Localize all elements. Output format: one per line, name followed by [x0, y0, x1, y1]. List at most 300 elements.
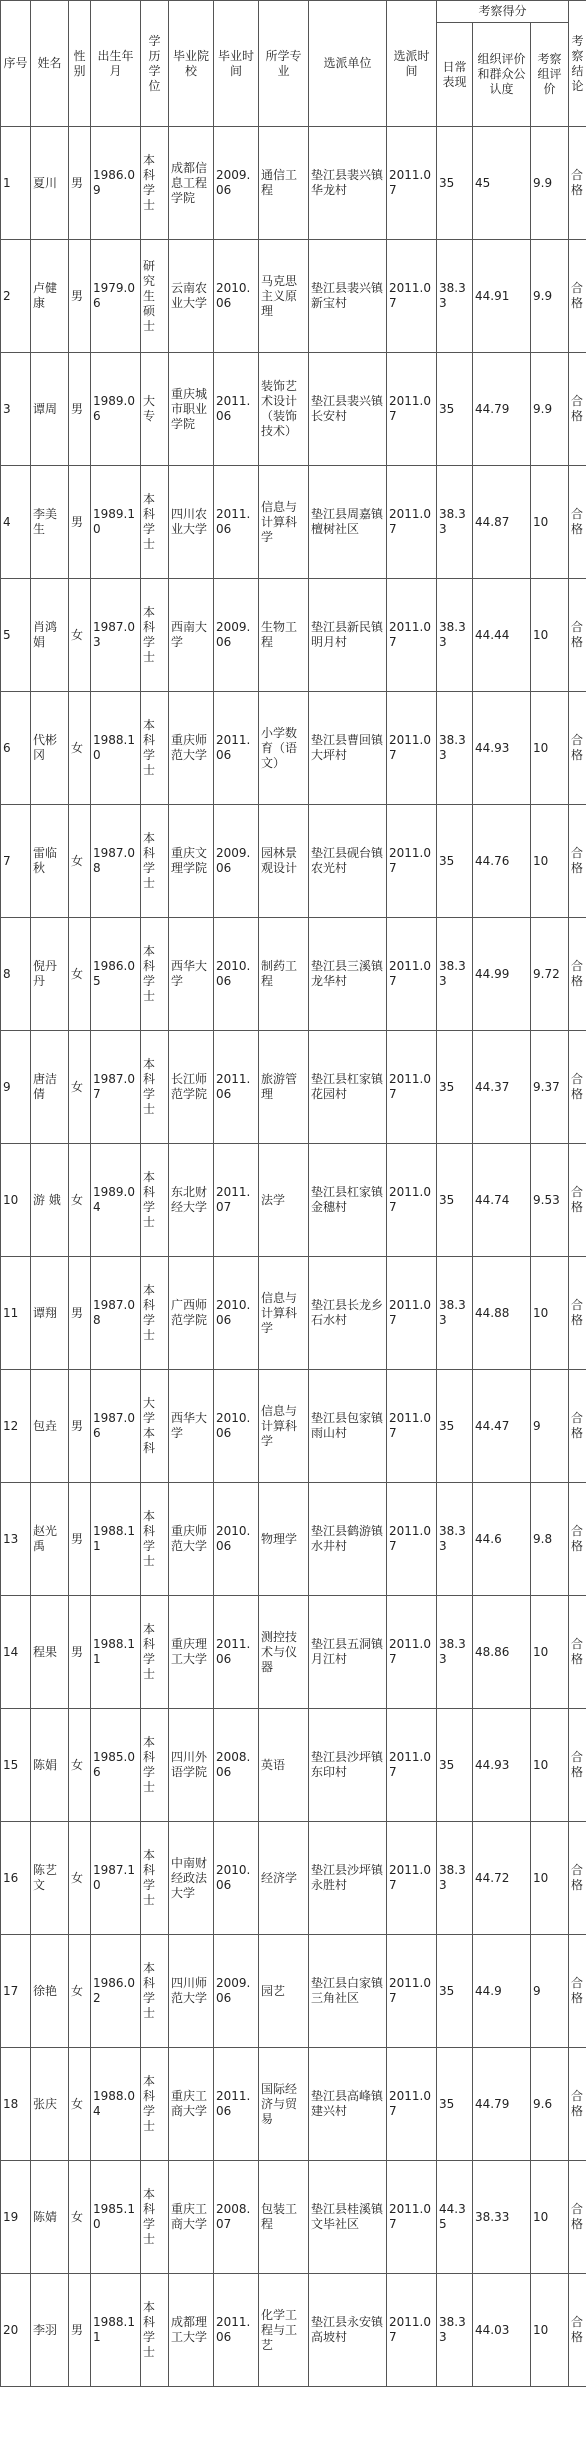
- cell-major: 测控技术与仪器: [259, 1596, 309, 1709]
- cell-major: 包装工程: [259, 2161, 309, 2274]
- cell-org-eval-score: 44.37: [473, 1031, 531, 1144]
- cell-dispatch-time: 2011.07: [387, 1483, 437, 1596]
- cell-daily-score: 38.33: [437, 692, 473, 805]
- cell-school: 云南农业大学: [169, 240, 214, 353]
- cell-gender: 女: [69, 2161, 91, 2274]
- cell-conclusion: 合格: [569, 1144, 586, 1257]
- cell-team-eval-score: 10: [531, 1709, 569, 1822]
- cell-name: 李美生: [31, 466, 69, 579]
- cell-index: 6: [1, 692, 31, 805]
- cell-team-eval-score: 9.9: [531, 240, 569, 353]
- cell-birth: 1986.09: [91, 127, 141, 240]
- cell-major: 园林景观设计: [259, 805, 309, 918]
- cell-index: 14: [1, 1596, 31, 1709]
- table-row: [1, 579, 586, 692]
- cell-conclusion: 合格: [569, 353, 586, 466]
- cell-grad-time: 2011.06: [214, 1596, 259, 1709]
- cell-gender: 男: [69, 1257, 91, 1370]
- header-major: 所学专业: [259, 1, 309, 127]
- cell-daily-score: 38.33: [437, 579, 473, 692]
- table-row: [1, 127, 586, 240]
- cell-name: 游 娥: [31, 1144, 69, 1257]
- table-row: [1, 2048, 586, 2161]
- cell-unit: 垫江县白家镇三角社区: [309, 1935, 387, 2048]
- cell-degree: 本科学士: [141, 466, 169, 579]
- cell-birth: 1989.10: [91, 466, 141, 579]
- cell-grad-time: 2011.06: [214, 2274, 259, 2387]
- cell-school: 西华大学: [169, 918, 214, 1031]
- cell-unit: 垫江县杠家镇花园村: [309, 1031, 387, 1144]
- cell-unit: 垫江县裴兴镇新宝村: [309, 240, 387, 353]
- cell-birth: 1985.06: [91, 1709, 141, 1822]
- cell-school: 四川师范大学: [169, 1935, 214, 2048]
- cell-index: 3: [1, 353, 31, 466]
- cell-unit: 垫江县沙坪镇永胜村: [309, 1822, 387, 1935]
- cell-birth: 1979.06: [91, 240, 141, 353]
- cell-name: 雷临秋: [31, 805, 69, 918]
- cell-degree: 本科学士: [141, 2048, 169, 2161]
- cell-daily-score: 38.33: [437, 466, 473, 579]
- cell-index: 1: [1, 127, 31, 240]
- header-daily: 日常表现: [437, 23, 473, 127]
- cell-major: 旅游管理: [259, 1031, 309, 1144]
- cell-school: 成都信息工程学院: [169, 127, 214, 240]
- cell-unit: 垫江县永安镇高坡村: [309, 2274, 387, 2387]
- cell-index: 18: [1, 2048, 31, 2161]
- cell-index: 13: [1, 1483, 31, 1596]
- table-row: [1, 1596, 586, 1709]
- cell-daily-score: 38.33: [437, 1596, 473, 1709]
- table-row: [1, 1822, 586, 1935]
- header-index: 序号: [1, 1, 31, 127]
- cell-gender: 女: [69, 805, 91, 918]
- cell-unit: 垫江县三溪镇龙华村: [309, 918, 387, 1031]
- cell-dispatch-time: 2011.07: [387, 918, 437, 1031]
- cell-daily-score: 35: [437, 2048, 473, 2161]
- cell-daily-score: 35: [437, 353, 473, 466]
- header-birth: 出生年月: [91, 1, 141, 127]
- cell-degree: 大学本科: [141, 1370, 169, 1483]
- cell-conclusion: 合格: [569, 1709, 586, 1822]
- cell-gender: 女: [69, 692, 91, 805]
- cell-unit: 垫江县砚台镇农光村: [309, 805, 387, 918]
- cell-major: 英语: [259, 1709, 309, 1822]
- cell-dispatch-time: 2011.07: [387, 2161, 437, 2274]
- cell-gender: 男: [69, 1370, 91, 1483]
- cell-birth: 1987.08: [91, 1257, 141, 1370]
- cell-org-eval-score: 44.74: [473, 1144, 531, 1257]
- cell-name: 谭翔: [31, 1257, 69, 1370]
- cell-index: 20: [1, 2274, 31, 2387]
- cell-major: 马克思主义原理: [259, 240, 309, 353]
- cell-name: 谭周: [31, 353, 69, 466]
- cell-school: 重庆师范大学: [169, 1483, 214, 1596]
- cell-team-eval-score: 10: [531, 1596, 569, 1709]
- cell-school: 东北财经大学: [169, 1144, 214, 1257]
- cell-name: 程果: [31, 1596, 69, 1709]
- cell-org-eval-score: 44.47: [473, 1370, 531, 1483]
- cell-team-eval-score: 9.53: [531, 1144, 569, 1257]
- cell-school: 成都理工大学: [169, 2274, 214, 2387]
- cell-degree: 本科学士: [141, 1709, 169, 1822]
- cell-unit: 垫江县裴兴镇长安村: [309, 353, 387, 466]
- cell-index: 9: [1, 1031, 31, 1144]
- cell-birth: 1988.11: [91, 2274, 141, 2387]
- cell-gender: 男: [69, 353, 91, 466]
- table-row: [1, 2274, 586, 2387]
- cell-grad-time: 2009.06: [214, 805, 259, 918]
- cell-dispatch-time: 2011.07: [387, 466, 437, 579]
- cell-gender: 男: [69, 127, 91, 240]
- cell-gender: 女: [69, 1709, 91, 1822]
- cell-school: 西华大学: [169, 1370, 214, 1483]
- cell-dispatch-time: 2011.07: [387, 1031, 437, 1144]
- cell-school: 重庆理工大学: [169, 1596, 214, 1709]
- cell-name: 卢健康: [31, 240, 69, 353]
- cell-school: 重庆文理学院: [169, 805, 214, 918]
- cell-dispatch-time: 2011.07: [387, 579, 437, 692]
- cell-gender: 男: [69, 240, 91, 353]
- cell-degree: 本科学士: [141, 2274, 169, 2387]
- cell-index: 17: [1, 1935, 31, 2048]
- cell-name: 陈娟: [31, 1709, 69, 1822]
- table-row: [1, 240, 586, 353]
- cell-birth: 1987.03: [91, 579, 141, 692]
- cell-index: 2: [1, 240, 31, 353]
- cell-org-eval-score: 44.44: [473, 579, 531, 692]
- cell-unit: 垫江县桂溪镇文毕社区: [309, 2161, 387, 2274]
- cell-conclusion: 合格: [569, 2048, 586, 2161]
- cell-conclusion: 合格: [569, 2274, 586, 2387]
- table-row: [1, 1709, 586, 1822]
- cell-team-eval-score: 10: [531, 1822, 569, 1935]
- cell-org-eval-score: 38.33: [473, 2161, 531, 2274]
- cell-birth: 1988.04: [91, 2048, 141, 2161]
- table-row: [1, 1031, 586, 1144]
- cell-index: 10: [1, 1144, 31, 1257]
- cell-grad-time: 2009.06: [214, 127, 259, 240]
- cell-name: 肖鸿娟: [31, 579, 69, 692]
- cell-unit: 垫江县五洞镇月江村: [309, 1596, 387, 1709]
- cell-org-eval-score: 44.79: [473, 2048, 531, 2161]
- cell-dispatch-time: 2011.07: [387, 692, 437, 805]
- cell-major: 信息与计算科学: [259, 466, 309, 579]
- cell-conclusion: 合格: [569, 1822, 586, 1935]
- cell-daily-score: 38.33: [437, 2274, 473, 2387]
- cell-conclusion: 合格: [569, 579, 586, 692]
- cell-school: 重庆工商大学: [169, 2161, 214, 2274]
- header-row-top: [1, 1, 586, 23]
- cell-birth: 1989.04: [91, 1144, 141, 1257]
- cell-dispatch-time: 2011.07: [387, 2274, 437, 2387]
- cell-team-eval-score: 10: [531, 805, 569, 918]
- header-unit: 选派单位: [309, 1, 387, 127]
- cell-index: 11: [1, 1257, 31, 1370]
- header-grad-time: 毕业时间: [214, 1, 259, 127]
- header-score-group: 考察得分: [437, 1, 569, 23]
- cell-major: 信息与计算科学: [259, 1257, 309, 1370]
- cell-team-eval-score: 10: [531, 466, 569, 579]
- cell-team-eval-score: 9.6: [531, 2048, 569, 2161]
- cell-conclusion: 合格: [569, 127, 586, 240]
- cell-name: 陈婧: [31, 2161, 69, 2274]
- cell-grad-time: 2010.06: [214, 918, 259, 1031]
- cell-dispatch-time: 2011.07: [387, 1144, 437, 1257]
- cell-team-eval-score: 9.72: [531, 918, 569, 1031]
- cell-index: 7: [1, 805, 31, 918]
- header-name: 姓名: [31, 1, 69, 127]
- cell-grad-time: 2011.07: [214, 1144, 259, 1257]
- cell-team-eval-score: 10: [531, 692, 569, 805]
- cell-conclusion: 合格: [569, 1031, 586, 1144]
- cell-degree: 本科学士: [141, 1144, 169, 1257]
- cell-grad-time: 2010.06: [214, 1370, 259, 1483]
- cell-major: 生物工程: [259, 579, 309, 692]
- cell-grad-time: 2010.06: [214, 240, 259, 353]
- cell-org-eval-score: 44.79: [473, 353, 531, 466]
- cell-degree: 本科学士: [141, 1257, 169, 1370]
- cell-daily-score: 35: [437, 1709, 473, 1822]
- cell-birth: 1987.10: [91, 1822, 141, 1935]
- cell-degree: 本科学士: [141, 1935, 169, 2048]
- cell-degree: 本科学士: [141, 1483, 169, 1596]
- cell-conclusion: 合格: [569, 1483, 586, 1596]
- table-row: [1, 353, 586, 466]
- cell-unit: 垫江县沙坪镇东印村: [309, 1709, 387, 1822]
- cell-dispatch-time: 2011.07: [387, 2048, 437, 2161]
- cell-birth: 1987.06: [91, 1370, 141, 1483]
- cell-unit: 垫江县曹回镇大坪村: [309, 692, 387, 805]
- cell-grad-time: 2008.06: [214, 1709, 259, 1822]
- cell-conclusion: 合格: [569, 918, 586, 1031]
- cell-degree: 研究生硕士: [141, 240, 169, 353]
- cell-school: 四川农业大学: [169, 466, 214, 579]
- table-row: [1, 1144, 586, 1257]
- cell-daily-score: 38.33: [437, 1822, 473, 1935]
- cell-grad-time: 2009.06: [214, 579, 259, 692]
- cell-birth: 1988.11: [91, 1483, 141, 1596]
- cell-degree: 本科学士: [141, 1031, 169, 1144]
- cell-unit: 垫江县包家镇雨山村: [309, 1370, 387, 1483]
- cell-major: 经济学: [259, 1822, 309, 1935]
- cell-degree: 本科学士: [141, 127, 169, 240]
- cell-gender: 男: [69, 466, 91, 579]
- cell-daily-score: 38.33: [437, 1257, 473, 1370]
- cell-index: 16: [1, 1822, 31, 1935]
- cell-major: 化学工程与工艺: [259, 2274, 309, 2387]
- cell-conclusion: 合格: [569, 805, 586, 918]
- cell-grad-time: 2008.07: [214, 2161, 259, 2274]
- cell-name: 夏川: [31, 127, 69, 240]
- cell-org-eval-score: 44.93: [473, 1709, 531, 1822]
- cell-gender: 女: [69, 2048, 91, 2161]
- cell-major: 法学: [259, 1144, 309, 1257]
- cell-grad-time: 2010.06: [214, 1822, 259, 1935]
- cell-index: 19: [1, 2161, 31, 2274]
- cell-dispatch-time: 2011.07: [387, 353, 437, 466]
- header-dispatch-time: 选派时间: [387, 1, 437, 127]
- cell-degree: 本科学士: [141, 805, 169, 918]
- cell-team-eval-score: 9.37: [531, 1031, 569, 1144]
- cell-name: 代彬冈: [31, 692, 69, 805]
- cell-degree: 本科学士: [141, 2161, 169, 2274]
- cell-birth: 1987.07: [91, 1031, 141, 1144]
- cell-name: 徐艳: [31, 1935, 69, 2048]
- cell-daily-score: 35: [437, 1935, 473, 2048]
- cell-org-eval-score: 44.93: [473, 692, 531, 805]
- cell-daily-score: 38.33: [437, 240, 473, 353]
- cell-conclusion: 合格: [569, 1596, 586, 1709]
- cell-gender: 女: [69, 1144, 91, 1257]
- cell-name: 唐洁倩: [31, 1031, 69, 1144]
- cell-conclusion: 合格: [569, 2161, 586, 2274]
- cell-org-eval-score: 44.99: [473, 918, 531, 1031]
- cell-name: 李羽: [31, 2274, 69, 2387]
- cell-school: 重庆工商大学: [169, 2048, 214, 2161]
- cell-grad-time: 2009.06: [214, 1935, 259, 2048]
- cell-dispatch-time: 2011.07: [387, 240, 437, 353]
- cell-org-eval-score: 44.6: [473, 1483, 531, 1596]
- cell-dispatch-time: 2011.07: [387, 1822, 437, 1935]
- cell-degree: 本科学士: [141, 1822, 169, 1935]
- cell-dispatch-time: 2011.07: [387, 1935, 437, 2048]
- cell-conclusion: 合格: [569, 466, 586, 579]
- cell-school: 中南财经政法大学: [169, 1822, 214, 1935]
- cell-gender: 男: [69, 1596, 91, 1709]
- cell-conclusion: 合格: [569, 1935, 586, 2048]
- cell-unit: 垫江县周嘉镇檀树社区: [309, 466, 387, 579]
- cell-org-eval-score: 44.87: [473, 466, 531, 579]
- cell-org-eval-score: 44.76: [473, 805, 531, 918]
- cell-org-eval-score: 44.9: [473, 1935, 531, 2048]
- cell-daily-score: 38.33: [437, 1483, 473, 1596]
- cell-unit: 垫江县鹤游镇水井村: [309, 1483, 387, 1596]
- table-row: [1, 1483, 586, 1596]
- cell-birth: 1986.02: [91, 1935, 141, 2048]
- cell-conclusion: 合格: [569, 1370, 586, 1483]
- cell-grad-time: 2011.06: [214, 353, 259, 466]
- cell-gender: 女: [69, 579, 91, 692]
- cell-org-eval-score: 48.86: [473, 1596, 531, 1709]
- cell-name: 包垚: [31, 1370, 69, 1483]
- cell-grad-time: 2010.06: [214, 1483, 259, 1596]
- cell-unit: 垫江县杠家镇金穗村: [309, 1144, 387, 1257]
- cell-major: 制药工程: [259, 918, 309, 1031]
- cell-major: 物理学: [259, 1483, 309, 1596]
- cell-school: 四川外语学院: [169, 1709, 214, 1822]
- header-team-eval: 考察组评价: [531, 23, 569, 127]
- cell-team-eval-score: 9.9: [531, 127, 569, 240]
- cell-conclusion: 合格: [569, 692, 586, 805]
- table-row: [1, 1257, 586, 1370]
- header-degree: 学历学位: [141, 1, 169, 127]
- cell-gender: 女: [69, 1031, 91, 1144]
- cell-birth: 1985.10: [91, 2161, 141, 2274]
- cell-gender: 男: [69, 1483, 91, 1596]
- cell-daily-score: 35: [437, 1370, 473, 1483]
- cell-major: 通信工程: [259, 127, 309, 240]
- cell-school: 长江师范学院: [169, 1031, 214, 1144]
- cell-gender: 女: [69, 918, 91, 1031]
- cell-daily-score: 35: [437, 805, 473, 918]
- cell-dispatch-time: 2011.07: [387, 127, 437, 240]
- cell-degree: 本科学士: [141, 918, 169, 1031]
- table-row: [1, 805, 586, 918]
- cell-index: 5: [1, 579, 31, 692]
- cell-name: 倪丹丹: [31, 918, 69, 1031]
- cell-major: 国际经济与贸易: [259, 2048, 309, 2161]
- cell-name: 陈艺文: [31, 1822, 69, 1935]
- cell-major: 信息与计算科学: [259, 1370, 309, 1483]
- cell-org-eval-score: 44.72: [473, 1822, 531, 1935]
- header-school: 毕业院校: [169, 1, 214, 127]
- cell-birth: 1986.05: [91, 918, 141, 1031]
- cell-unit: 垫江县新民镇明月村: [309, 579, 387, 692]
- cell-grad-time: 2011.06: [214, 466, 259, 579]
- cell-school: 广西师范学院: [169, 1257, 214, 1370]
- cell-major: 装饰艺术设计（装饰技术）: [259, 353, 309, 466]
- table-row: [1, 1370, 586, 1483]
- cell-grad-time: 2010.06: [214, 1257, 259, 1370]
- cell-birth: 1988.10: [91, 692, 141, 805]
- cell-degree: 大专: [141, 353, 169, 466]
- cell-dispatch-time: 2011.07: [387, 1370, 437, 1483]
- cell-org-eval-score: 44.03: [473, 2274, 531, 2387]
- cell-org-eval-score: 44.88: [473, 1257, 531, 1370]
- cell-major: 园艺: [259, 1935, 309, 2048]
- cell-grad-time: 2011.06: [214, 692, 259, 805]
- cell-gender: 女: [69, 1822, 91, 1935]
- cell-team-eval-score: 9: [531, 1935, 569, 2048]
- cell-team-eval-score: 10: [531, 2161, 569, 2274]
- cell-birth: 1988.11: [91, 1596, 141, 1709]
- cell-index: 15: [1, 1709, 31, 1822]
- cell-name: 赵光禹: [31, 1483, 69, 1596]
- cell-gender: 女: [69, 1935, 91, 2048]
- cell-team-eval-score: 10: [531, 579, 569, 692]
- cell-org-eval-score: 45: [473, 127, 531, 240]
- cell-school: 重庆城市职业学院: [169, 353, 214, 466]
- cell-degree: 本科学士: [141, 692, 169, 805]
- cell-index: 4: [1, 466, 31, 579]
- cell-unit: 垫江县高峰镇建兴村: [309, 2048, 387, 2161]
- cell-birth: 1989.06: [91, 353, 141, 466]
- cell-team-eval-score: 9.8: [531, 1483, 569, 1596]
- table-row: [1, 692, 586, 805]
- cell-daily-score: 44.35: [437, 2161, 473, 2274]
- cell-birth: 1987.08: [91, 805, 141, 918]
- cell-school: 西南大学: [169, 579, 214, 692]
- cell-dispatch-time: 2011.07: [387, 1709, 437, 1822]
- cell-team-eval-score: 9: [531, 1370, 569, 1483]
- header-gender: 性别: [69, 1, 91, 127]
- cell-daily-score: 35: [437, 127, 473, 240]
- cell-dispatch-time: 2011.07: [387, 805, 437, 918]
- header-conclusion: 考察结论: [569, 1, 586, 127]
- cell-unit: 垫江县长龙乡石水村: [309, 1257, 387, 1370]
- cell-gender: 男: [69, 2274, 91, 2387]
- cell-name: 张庆: [31, 2048, 69, 2161]
- cell-team-eval-score: 10: [531, 1257, 569, 1370]
- cell-degree: 本科学士: [141, 579, 169, 692]
- cell-org-eval-score: 44.91: [473, 240, 531, 353]
- cell-school: 重庆师范大学: [169, 692, 214, 805]
- table-row: [1, 918, 586, 1031]
- cell-daily-score: 38.33: [437, 918, 473, 1031]
- cell-conclusion: 合格: [569, 240, 586, 353]
- cell-grad-time: 2011.06: [214, 1031, 259, 1144]
- table-row: [1, 466, 586, 579]
